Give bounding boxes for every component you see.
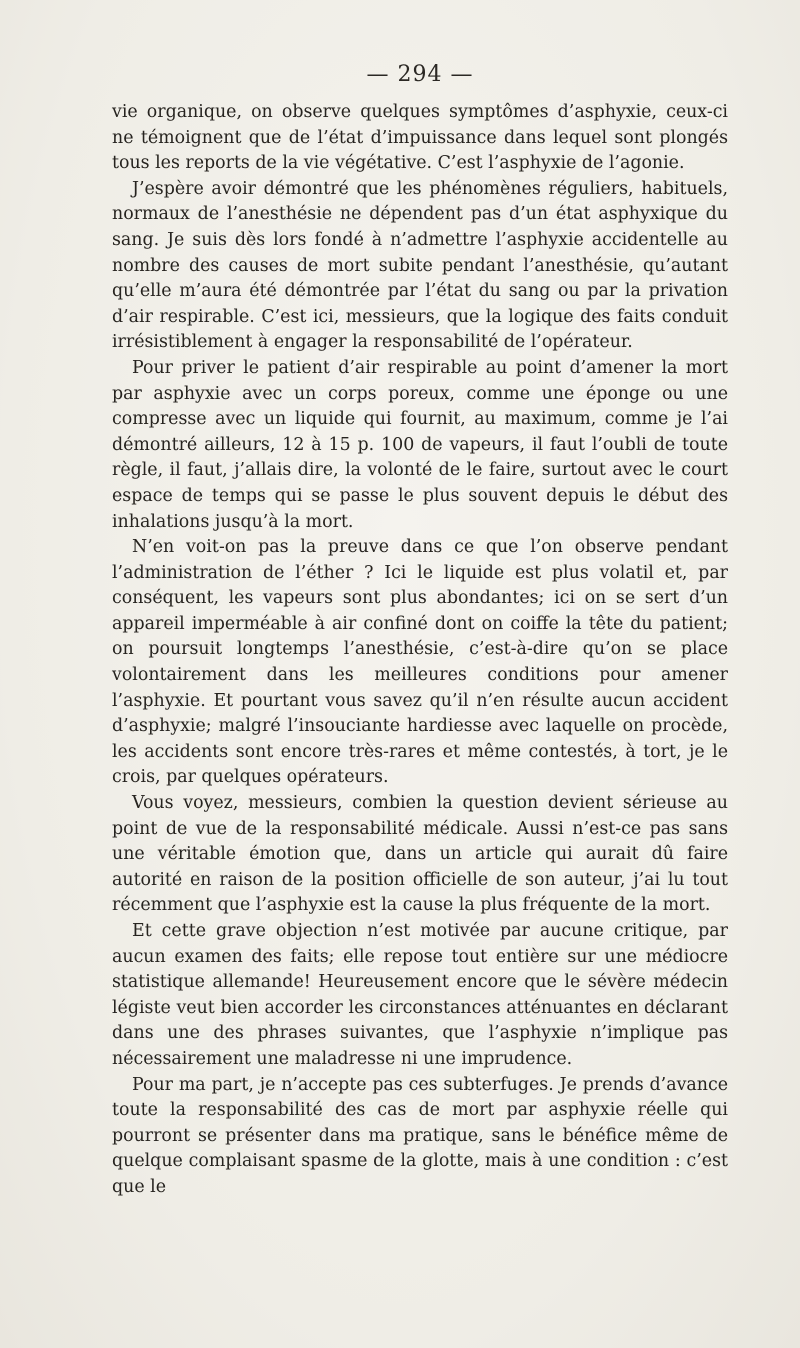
paragraph-4: N’en voit-on pas la preuve dans ce que l’on observe pendant l’administration de l’éther ? Ici le liquide est plus volatil et, par conséquent, les vapeurs sont plus abondantes; ici on se sert d’un appareil imperméable à air confiné dont on coiffe la tête du patient; on poursuit longtemps l’anesthésie, c’est-à-dire qu’on se place volontairement dans les meilleures conditions pour amener l’asphyxie. Et pourtant vous savez qu’il n’en résulte aucun accident d’asphyxie; malgré l’insouciante hardiesse avec laquelle on procède, les accidents sont encore très-rares et même contestés, à tort, je le crois, par quelques opérateurs. bbox=[112, 537, 728, 788]
paragraph-1: vie organique, on observe quelques symptômes d’asphyxie, ceux-ci ne témoignent que de l’état d’impuissance dans lequel sont plongés tous les reports de la vie végétative. C’est l’asphyxie de l’agonie. bbox=[112, 102, 728, 174]
paragraph-5: Vous voyez, messieurs, combien la question devient sérieuse au point de vue de la responsabilité médicale. Aussi n’est-ce pas sans une véritable émotion que, dans un article qui aurait dû faire autorité en raison de la position officielle de son auteur, j’ai lu tout récemment que l’asphyxie est la cause la plus fréquente de la mort. bbox=[112, 793, 728, 916]
paragraph-2: J’espère avoir démontré que les phénomènes réguliers, habituels, normaux de l’anesthésie ne dépendent pas d’un état asphyxique du sang. Je suis dès lors fondé à n’admettre l’asphyxie accidentelle au nombre des causes de mort subite pendant l’anesthésie, qu’autant qu’elle m’aura été démontrée par l’état du sang ou par la privation d’air respirable. C’est ici, messieurs, que la logique des faits conduit irrésistiblement à engager la responsabilité de l’opérateur. bbox=[112, 178, 728, 353]
page-number: — 294 — bbox=[366, 62, 474, 87]
paragraph-7: Pour ma part, je n’accepte pas ces subterfuges. Je prends d’avance toute la responsabilité des cas de mort par asphyxie réelle qui pourront se présenter dans ma pratique, sans le bénéfice même de quelque complaisant spasme de la glotte, mais à une condition : c’est que le bbox=[112, 1074, 728, 1197]
paragraph-6: Et cette grave objection n’est motivée par aucune critique, par aucun examen des faits; elle repose tout entière sur une médiocre statistique allemande! Heureusement encore que le sévère médecin légiste veut bien accorder les circonstances atténuantes en déclarant dans une des phrases suivantes, que l’asphyxie n’implique pas nécessairement une maladresse ni une imprudence. bbox=[112, 921, 728, 1069]
body-text bbox=[112, 100, 728, 1201]
paragraph-3: Pour priver le patient d’air respirable au point d’amener la mort par asphyxie avec un corps poreux, comme une éponge ou une compresse avec un liquide qui fournit, au maximum, comme je l’ai démontré ailleurs, 12 à 15 p. 100 de vapeurs, il faut l’oubli de toute règle, il faut, j’allais dire, la volonté de le faire, surtout avec le court espace de temps qui se passe le plus souvent depuis le début des inhalations jusqu’à la mort. bbox=[112, 357, 728, 532]
